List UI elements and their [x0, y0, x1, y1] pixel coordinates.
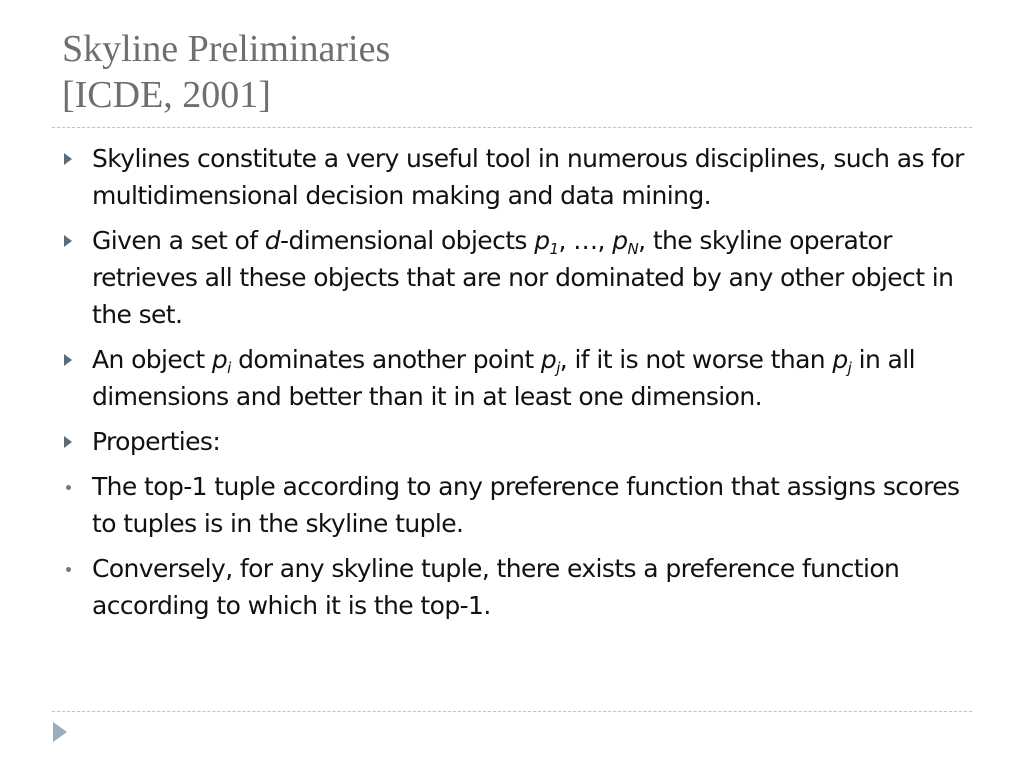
bullet-item — [62, 222, 972, 333]
bullet-text-part: , the skyline operator retrieves all these objects that are nor dominated by any other object in the set. — [92, 226, 954, 329]
bullet-text: Properties: — [92, 427, 221, 456]
bullet-item — [62, 423, 972, 460]
bullet-text: The top-1 tuple according to any preference function that assigns scores to tuples is in the skyline tuple. — [92, 472, 960, 538]
title-line-2: [ICDE, 2001] — [62, 74, 271, 116]
triangle-bullet-icon — [62, 140, 76, 177]
dot-bullet-icon — [62, 550, 76, 587]
subscript-n: N — [627, 240, 639, 258]
variable-p: p — [211, 345, 228, 374]
variable-p: p — [832, 345, 848, 374]
triangle-bullet-icon — [62, 222, 76, 259]
dot-bullet-icon — [62, 468, 76, 505]
subscript-j: j — [556, 359, 560, 377]
subscript-1: 1 — [549, 240, 559, 258]
title-line-1: Skyline Preliminaries — [62, 28, 391, 70]
bullet-item — [62, 341, 972, 415]
sub-bullet-item — [62, 468, 972, 542]
triangle-bullet-icon — [62, 341, 76, 378]
bullet-list — [62, 140, 972, 632]
bullet-text-part: dominates another point — [230, 345, 541, 374]
bullet-text-part: -dimensional objects — [280, 226, 535, 255]
bullet-text-part: in all dimensions and better than it in at least one dimension. — [92, 345, 915, 411]
variable-d: d — [264, 226, 281, 255]
bullet-text-part: , …, — [558, 226, 613, 255]
bullet-text: Skylines constitute a very useful tool in numerous disciplines, such as for multidimensional decision making and data mining. — [92, 144, 964, 210]
bullet-text-part: An object — [92, 345, 212, 374]
variable-p: p — [612, 226, 628, 255]
bullet-text-part: , if it is not worse than — [559, 345, 833, 374]
play-triangle-icon[interactable] — [53, 722, 67, 742]
variable-p: p — [540, 345, 557, 374]
slide-title — [62, 26, 390, 118]
title-divider — [52, 127, 972, 128]
subscript-i: i — [227, 359, 231, 377]
variable-p: p — [534, 226, 550, 255]
bullet-text-part: Given a set of — [92, 226, 265, 255]
triangle-bullet-icon — [62, 423, 76, 460]
subscript-j: j — [847, 359, 852, 377]
bullet-text: Conversely, for any skyline tuple, there exists a preference function according to which it is the top-1. — [92, 554, 900, 620]
bullet-item — [62, 140, 972, 214]
sub-bullet-item — [62, 550, 972, 624]
footer-divider — [52, 711, 972, 712]
